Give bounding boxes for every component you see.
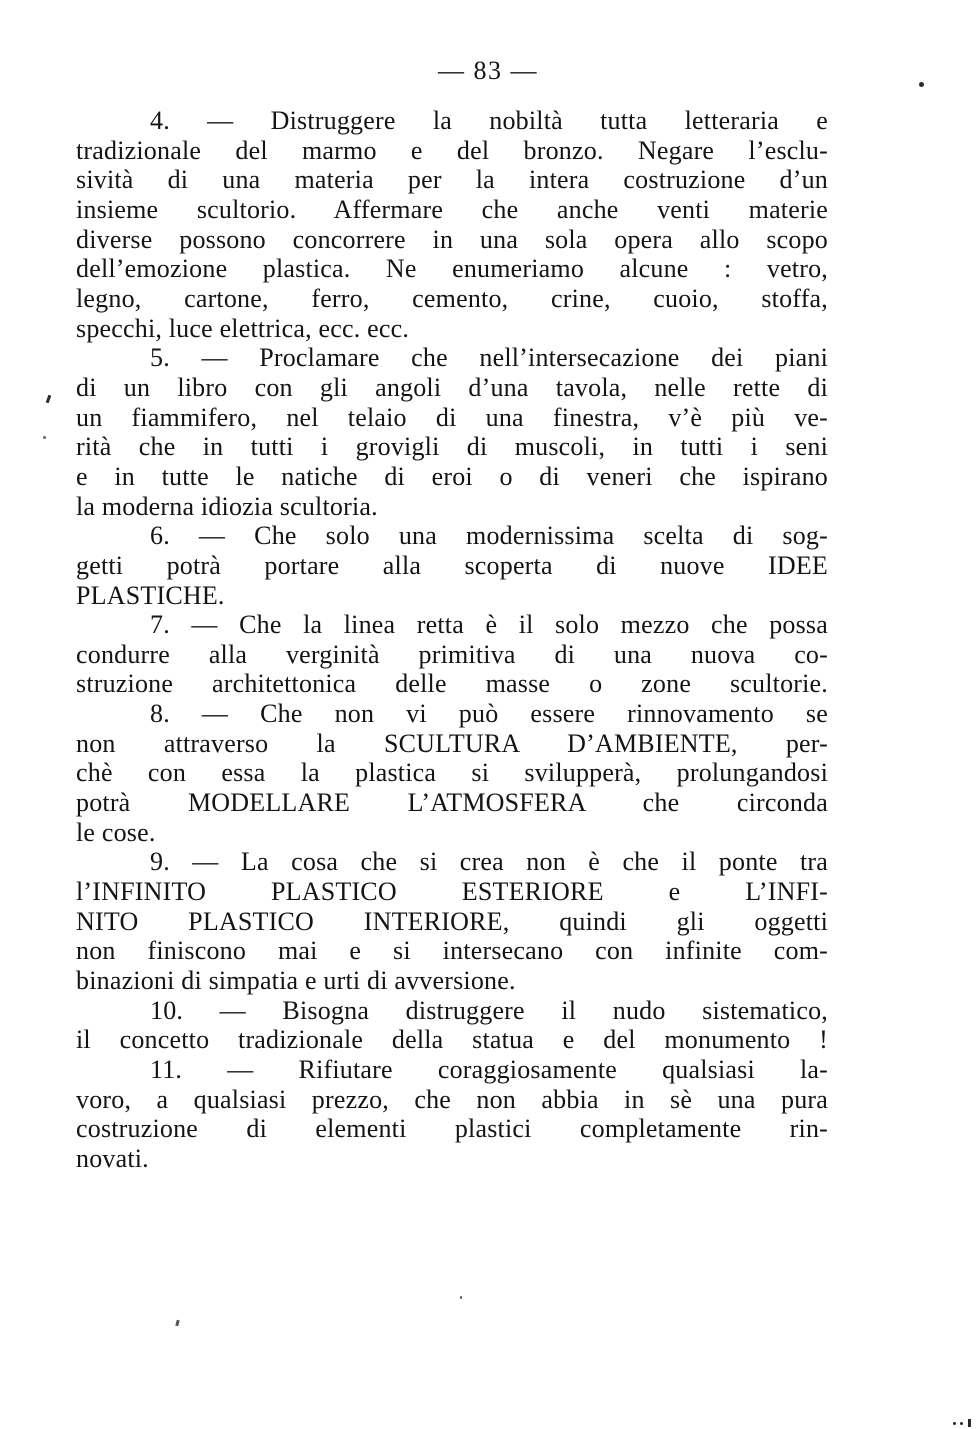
text-line: potrà MODELLARE L’ATMOSFERA che circonda xyxy=(76,788,828,818)
paragraph xyxy=(76,610,828,699)
paragraph xyxy=(76,847,828,995)
text-line: novati. xyxy=(76,1143,149,1173)
text-line: PLASTICHE. xyxy=(76,580,225,610)
text-line: NITO PLASTICO INTERIORE, quindi gli oggetti xyxy=(76,906,828,936)
text-line: il concetto tradizionale della statua e del monumento ! xyxy=(76,1025,828,1055)
text-line: tradizionale del marmo e del bronzo. Negare l’esclu- xyxy=(76,135,828,165)
text-line: 4. — Distruggere la nobiltà tutta letteraria e xyxy=(150,106,828,135)
scan-speck xyxy=(46,395,52,404)
text-line: chè con essa la plastica si svilupperà, prolungandosi xyxy=(76,758,828,788)
text-line: 11. — Rifiutare coraggiosamente qualsiasi la- xyxy=(150,1055,828,1084)
text-line: rità che in tutti i grovigli di muscoli, in tutti i seni xyxy=(76,432,828,462)
text-line: e in tutte le natiche di eroi o di veneri che ispirano xyxy=(76,461,828,491)
text-line: voro, a qualsiasi prezzo, che non abbia in sè una pura xyxy=(76,1084,828,1114)
text-line: specchi, luce elettrica, ecc. ecc. xyxy=(76,313,410,343)
page-number: — 83 — xyxy=(438,56,538,85)
manifesto-text xyxy=(76,106,828,1174)
text-line: di un libro con gli angoli d’una tavola, nelle rette di xyxy=(76,372,828,402)
text-line: binazioni di simpatia e urti di avversione. xyxy=(76,966,516,996)
text-line: 8. — Che non vi può essere rinnovamento se xyxy=(150,699,828,729)
text-line: insieme scultorio. Affermare che anche venti materie xyxy=(76,194,828,224)
text-line: le cose. xyxy=(76,817,156,847)
text-line: struzione architettonica delle masse o zone scultorie. xyxy=(76,669,828,699)
text-line: la moderna idiozia scultoria. xyxy=(76,491,378,521)
text-line: dell’emozione plastica. Ne enumeriamo alcune : vetro, xyxy=(76,254,828,284)
paragraph xyxy=(76,343,828,521)
text-line: un fiammifero, nel telaio di una finestra, v’è più ve- xyxy=(76,402,828,432)
text-line: costruzione di elementi plastici completamente rin- xyxy=(76,1114,828,1144)
scan-speck xyxy=(43,436,46,439)
scan-speck xyxy=(960,1422,963,1425)
paragraph xyxy=(76,699,828,847)
paragraph xyxy=(76,521,828,610)
text-line: l’INFINITO PLASTICO ESTERIORE e L’INFI- xyxy=(76,877,828,907)
paragraph xyxy=(76,996,828,1055)
scan-speck xyxy=(953,1422,956,1425)
paragraph xyxy=(76,1055,828,1174)
text-line: non finiscono mai e si intersecano con infinite com- xyxy=(76,936,828,966)
text-line: 5. — Proclamare che nell’intersecazione dei piani xyxy=(150,343,828,373)
paragraph xyxy=(76,106,828,343)
scan-speck xyxy=(175,1320,179,1327)
scan-speck xyxy=(460,1296,462,1299)
text-line: diverse possono concorrere in una sola opera allo scopo xyxy=(76,224,828,254)
text-line: condurre alla verginità primitiva di una nuova co- xyxy=(76,639,828,669)
text-line: 10. — Bisogna distruggere il nudo sistematico, xyxy=(150,995,828,1025)
text-line: legno, cartone, ferro, cemento, crine, cuoio, stoffa, xyxy=(76,283,828,313)
text-line: 7. — Che la linea retta è il solo mezzo che possa xyxy=(150,610,828,640)
text-line: 6. — Che solo una modernissima scelta di sog- xyxy=(150,521,828,551)
scan-speck xyxy=(968,1419,971,1427)
text-line: 9. — La cosa che si crea non è che il ponte tra xyxy=(150,847,828,877)
scan-speck xyxy=(919,82,924,87)
text-line: sività di una materia per la intera costruzione d’un xyxy=(76,165,828,195)
text-line: getti potrà portare alla scoperta di nuove IDEE xyxy=(76,550,828,580)
text-line: non attraverso la SCULTURA D’AMBIENTE, per- xyxy=(76,728,828,758)
